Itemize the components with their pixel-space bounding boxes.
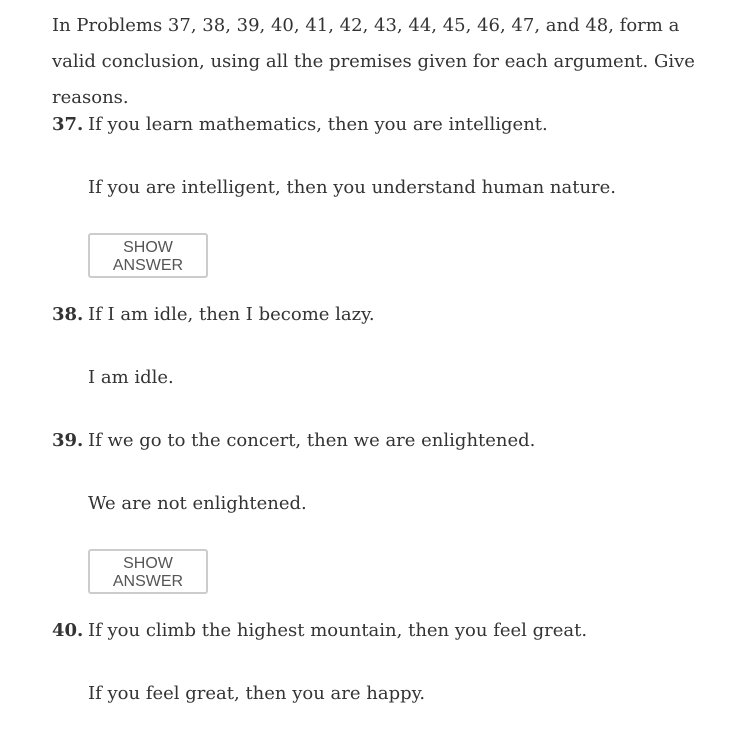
problem-40-number: 40. <box>52 620 84 641</box>
problem-38-number: 38. <box>52 304 84 325</box>
show-answer-button-39[interactable]: SHOW ANSWER <box>88 549 208 594</box>
problem-40-premise-1: If you climb the highest mountain, then you feel great. <box>88 620 588 641</box>
instructions-paragraph: In Problems 37, 38, 39, 40, 41, 42, 43, 44, 45, 46, 47, and 48, form a valid conclusion, using all the premises given for each argument. Give reasons. <box>52 15 695 108</box>
problem-39-premise-2: We are not enlightened. <box>88 493 307 514</box>
problem-38-premise-2: I am idle. <box>88 367 174 388</box>
show-answer-button-37[interactable]: SHOW ANSWER <box>88 233 208 278</box>
problem-38-premise-1: If I am idle, then I become lazy. <box>88 304 375 325</box>
problem-37-number: 37. <box>52 114 84 135</box>
problem-39-number: 39. <box>52 430 84 451</box>
problem-37-premise-1: If you learn mathematics, then you are intelligent. <box>88 114 548 135</box>
problem-39-premise-1: If we go to the concert, then we are enlightened. <box>88 430 536 451</box>
problem-40-premise-2: If you feel great, then you are happy. <box>88 683 426 704</box>
problem-37-premise-2: If you are intelligent, then you understand human nature. <box>88 177 617 198</box>
